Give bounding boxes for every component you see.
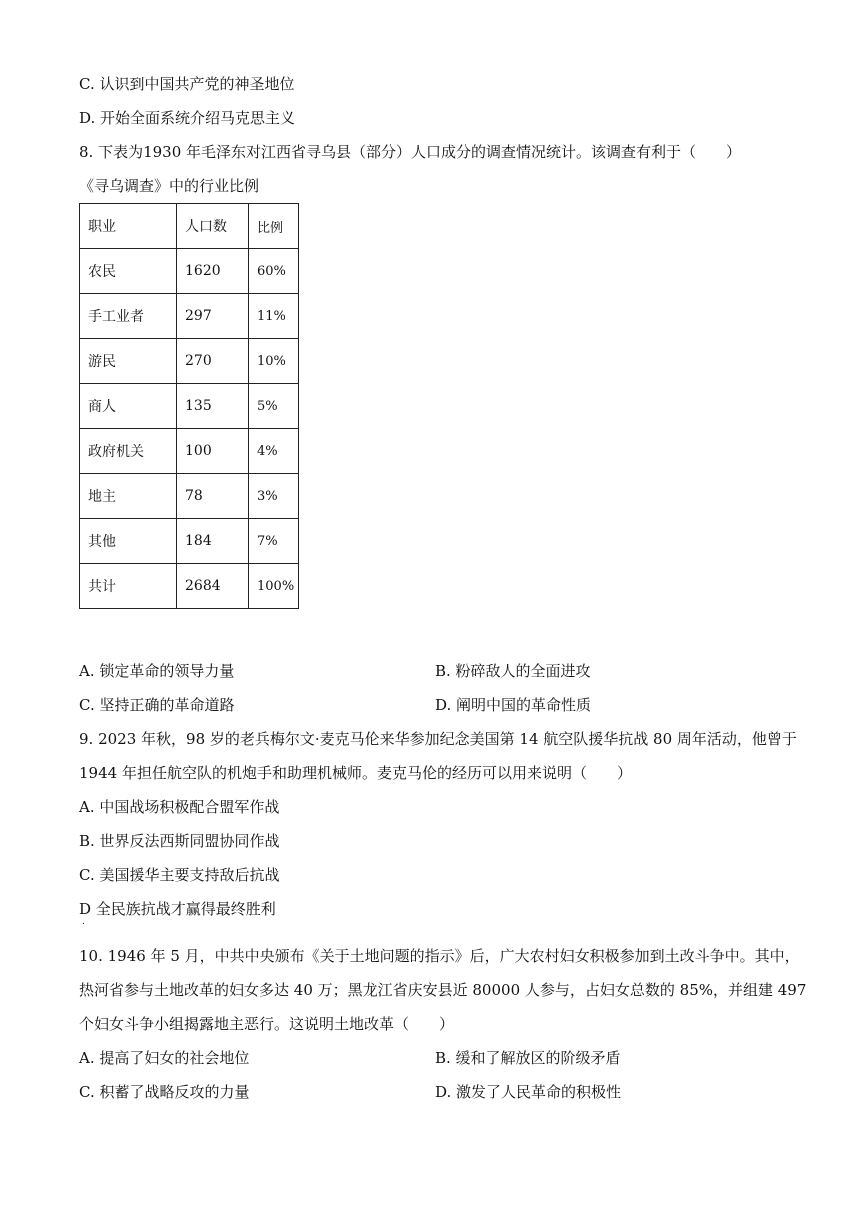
table-cell-occupation: 商人: [80, 384, 177, 429]
table-cell-ratio: 11%: [249, 294, 299, 339]
q10-option-c: C. 积蓄了战略反攻的力量: [79, 1083, 250, 1101]
table-row: [80, 384, 299, 429]
table-cell-ratio: 5%: [249, 384, 299, 429]
prev-option-d: D. 开始全面系统介绍马克思主义: [79, 109, 296, 127]
table-cell-ratio: 10%: [249, 339, 299, 384]
q8-stem: 8. 下表为1930 年毛泽东对江西省寻乌县（部分）人口成分的调查情况统计。该调查有利于（ ）: [79, 143, 742, 161]
q8-table-caption: 《寻乌调查》中的行业比例: [79, 177, 260, 195]
table-cell-occupation: 其他: [80, 519, 177, 564]
q8-option-a: A. 锁定革命的领导力量: [79, 662, 235, 680]
table-cell-occupation: 农民: [80, 249, 177, 294]
stray-mark: .: [82, 917, 85, 927]
survey-table: [79, 203, 299, 609]
q10-stem-line3: 个妇女斗争小组揭露地主恶行。这说明土地改革（ ）: [79, 1015, 455, 1033]
table-cell-ratio: 100%: [249, 564, 299, 609]
q10-stem-line2: 热河省参与土地改革的妇女多达 40 万；黑龙江省庆安县近 80000 人参与，占妇女总数的 85%，并组建 497: [79, 981, 807, 999]
table-cell-population: 184: [177, 519, 249, 564]
table-cell-population: 2684: [177, 564, 249, 609]
table-cell-occupation: 手工业者: [80, 294, 177, 339]
q9-stem-line1: 9. 2023 年秋，98 岁的老兵梅尔文·麦克马伦来华参加纪念美国第 14 航空队援华抗战 80 周年活动，他曾于: [79, 730, 797, 748]
table-row: [80, 249, 299, 294]
table-cell-population: 135: [177, 384, 249, 429]
table-header-cell: 职业: [80, 204, 177, 249]
q8-option-c: C. 坚持正确的革命道路: [79, 696, 235, 714]
table-cell-population: 270: [177, 339, 249, 384]
table-cell-ratio: 7%: [249, 519, 299, 564]
q9-option-d: D 全民族抗战才赢得最终胜利: [79, 900, 276, 918]
table-row: [80, 564, 299, 609]
q10-option-d: D. 激发了人民革命的积极性: [435, 1083, 622, 1101]
table-row: [80, 294, 299, 339]
table-row: [80, 474, 299, 519]
prev-option-c: C. 认识到中国共产党的神圣地位: [79, 75, 295, 93]
q9-option-c: C. 美国援华主要支持敌后抗战: [79, 866, 280, 884]
table-cell-population: 78: [177, 474, 249, 519]
table-cell-ratio: 3%: [249, 474, 299, 519]
q9-option-b: B. 世界反法西斯同盟协同作战: [79, 832, 280, 850]
table-cell-ratio: 60%: [249, 249, 299, 294]
table-cell-occupation: 政府机关: [80, 429, 177, 474]
q9-stem-line2: 1944 年担任航空队的机炮手和助理机械师。麦克马伦的经历可以用来说明（ ）: [79, 764, 632, 782]
q10-stem-line1: 10. 1946 年 5 月，中共中央颁布《关于土地问题的指示》后，广大农村妇女积极参加到土改斗争中。其中，: [79, 947, 800, 965]
table-cell-population: 297: [177, 294, 249, 339]
table-cell-population: 1620: [177, 249, 249, 294]
table-header-row: [80, 204, 299, 249]
table-row: [80, 429, 299, 474]
q8-option-d: D. 阐明中国的革命性质: [435, 696, 592, 714]
table-row: [80, 339, 299, 384]
q10-option-b: B. 缓和了解放区的阶级矛盾: [435, 1049, 621, 1067]
table-row: [80, 519, 299, 564]
table-cell-population: 100: [177, 429, 249, 474]
q10-option-a: A. 提高了妇女的社会地位: [79, 1049, 250, 1067]
table-cell-ratio: 4%: [249, 429, 299, 474]
q9-option-a: A. 中国战场积极配合盟军作战: [79, 798, 280, 816]
table-header-cell: 人口数: [177, 204, 249, 249]
table-cell-occupation: 游民: [80, 339, 177, 384]
q8-option-b: B. 粉碎敌人的全面进攻: [435, 662, 591, 680]
table-cell-occupation: 共计: [80, 564, 177, 609]
table-cell-occupation: 地主: [80, 474, 177, 519]
table-header-cell: 比例: [249, 204, 299, 249]
